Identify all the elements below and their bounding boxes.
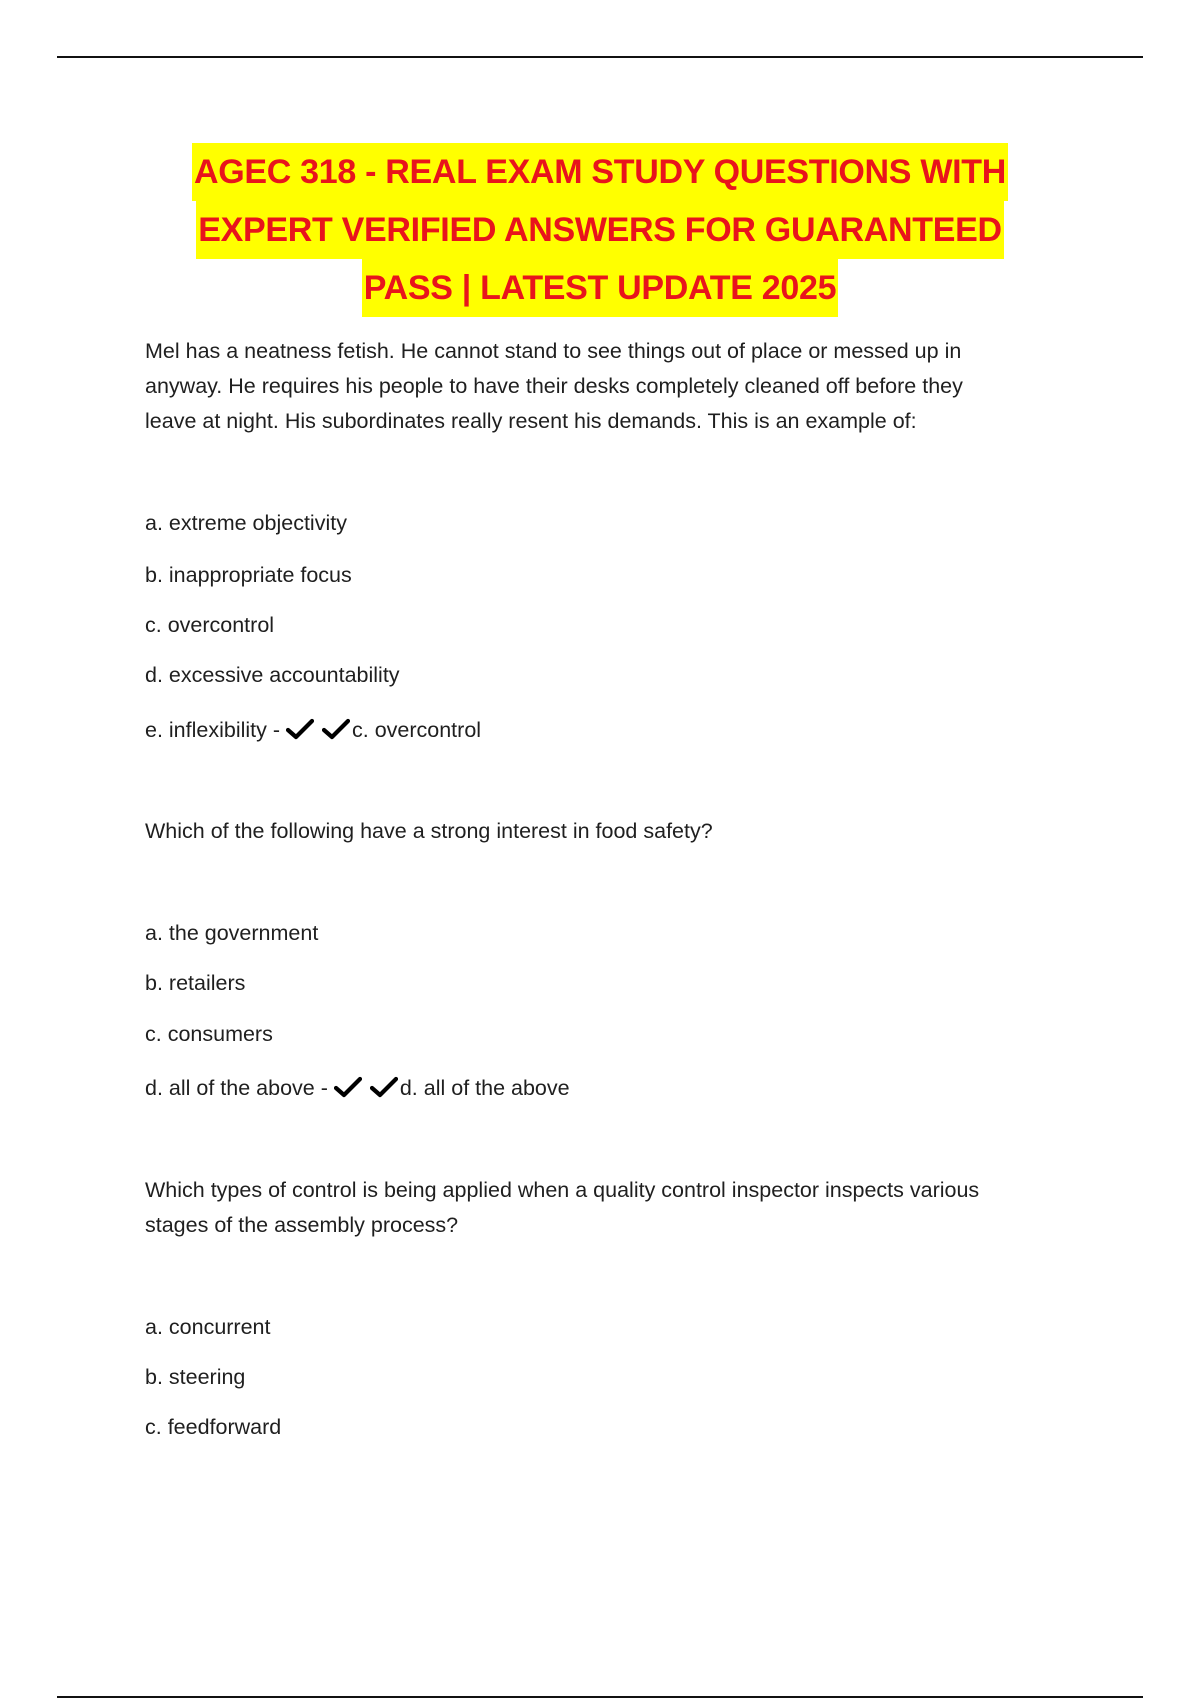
question-2-option-b: b. retailers: [145, 971, 246, 995]
check-icon: [334, 1076, 362, 1098]
document-title: [100, 143, 1100, 317]
question-1-prompt-line: leave at night. His subordinates really resent his demands. This is an example of:: [145, 409, 917, 433]
question-2-option-d-label: d. all of the above -: [145, 1076, 334, 1100]
question-3-option-c: c. feedforward: [145, 1415, 282, 1439]
footer-rule: [57, 1696, 1143, 1698]
check-icon: [286, 718, 314, 740]
question-2-option-d: [145, 1073, 570, 1103]
question-1-option-d: d. excessive accountability: [145, 663, 400, 687]
question-3-prompt: [145, 1173, 1095, 1243]
question-3-option-b: b. steering: [145, 1365, 246, 1389]
question-2-option-a: a. the government: [145, 921, 319, 945]
title-line-1: AGEC 318 - REAL EXAM STUDY QUESTIONS WITH: [192, 143, 1008, 201]
question-2-option-c: c. consumers: [145, 1022, 273, 1046]
question-1-option-e-label: e. inflexibility -: [145, 718, 286, 742]
title-line-2: EXPERT VERIFIED ANSWERS FOR GUARANTEED: [196, 201, 1003, 259]
question-3-option-a: a. concurrent: [145, 1315, 271, 1339]
title-line-3: PASS | LATEST UPDATE 2025: [362, 259, 838, 317]
question-3-prompt-line: Which types of control is being applied when a quality control inspector inspects various: [145, 1178, 980, 1202]
question-1-option-e: [145, 715, 481, 745]
question-2-answer: d. all of the above: [399, 1076, 570, 1100]
question-1-option-b: b. inappropriate focus: [145, 563, 352, 587]
check-icon: [370, 1076, 398, 1098]
question-1-option-c: c. overcontrol: [145, 613, 275, 637]
question-1-prompt-line: anyway. He requires his people to have their desks completely cleaned off before they: [145, 374, 963, 398]
question-2-prompt-line: Which of the following have a strong interest in food safety?: [145, 819, 713, 843]
check-icon: [322, 718, 350, 740]
question-1-prompt: [145, 334, 1095, 439]
question-1-prompt-line: Mel has a neatness fetish. He cannot stand to see things out of place or messed up in: [145, 339, 962, 363]
question-1-answer: c. overcontrol: [352, 718, 482, 742]
header-rule: [57, 56, 1143, 58]
question-3-prompt-line: stages of the assembly process?: [145, 1213, 459, 1237]
question-1-option-a: a. extreme objectivity: [145, 511, 347, 535]
question-2-prompt: [145, 814, 1095, 849]
